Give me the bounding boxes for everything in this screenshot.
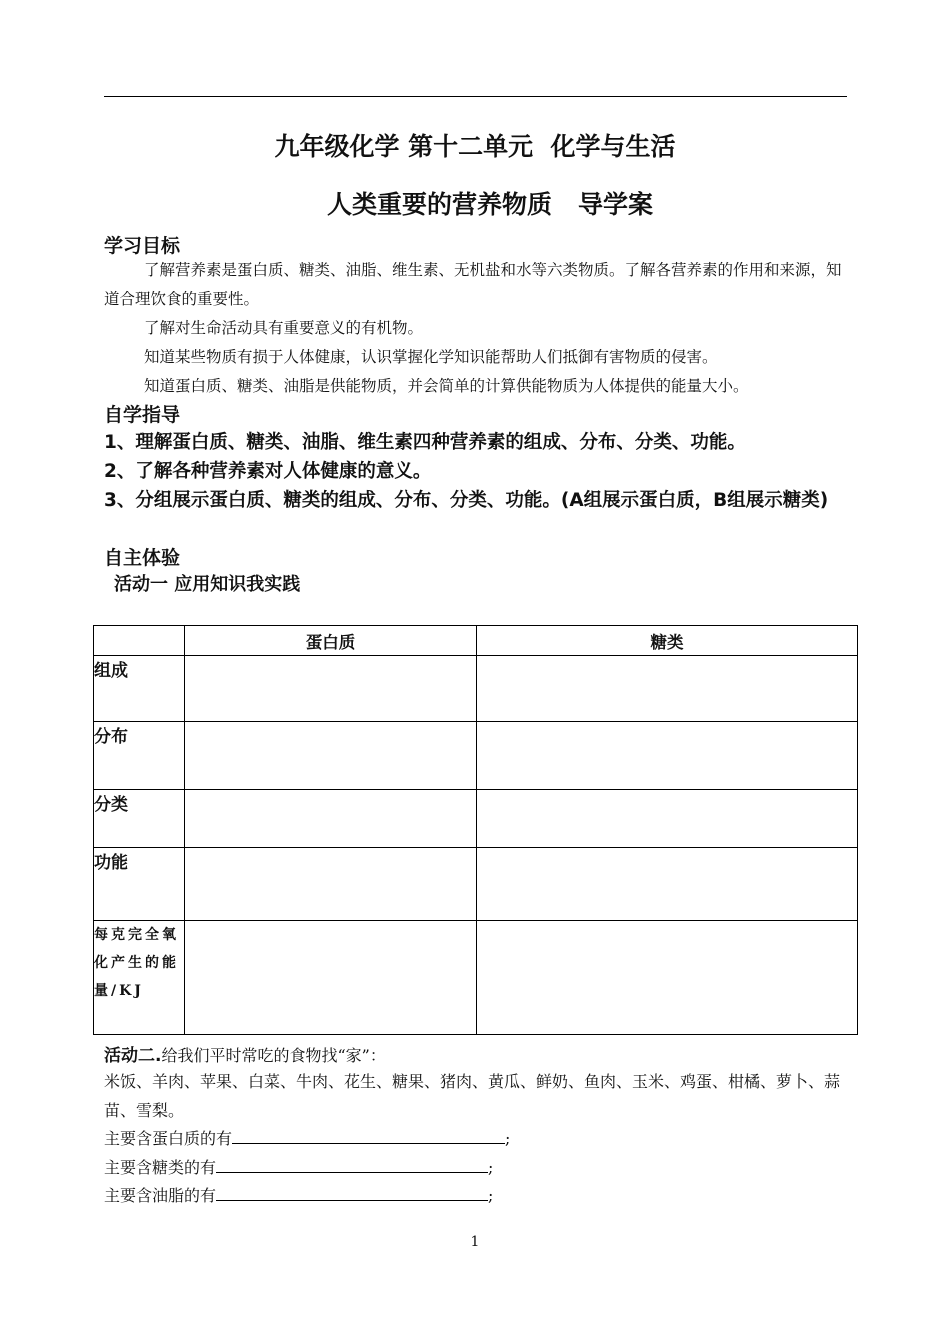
blank-protein[interactable]	[232, 1126, 505, 1144]
fill-end-protein: ;	[505, 1129, 511, 1148]
fill-label-sugar: 主要含糖类的有	[104, 1158, 217, 1177]
fill-line-protein	[104, 1126, 510, 1149]
activity-2-text: 给我们平时常吃的食物找“家”：	[161, 1046, 386, 1065]
table-header-sugar: 糖类	[477, 626, 858, 656]
row-label-classification: 分类	[94, 790, 185, 848]
activity-1-title: 活动一 应用知识我实践	[114, 574, 301, 595]
table-row	[94, 848, 858, 921]
row-label-composition: 组成	[94, 656, 185, 722]
goal-paragraph-1: 了解营养素是蛋白质、糖类、油脂、维生素、无机盐和水等六类物质。了解各营养素的作用和来源，知道合理饮食的重要性。	[104, 261, 842, 308]
fill-label-protein: 主要含蛋白质的有	[104, 1129, 233, 1148]
table-header-blank	[94, 626, 185, 656]
food-list: 米饭、羊肉、苹果、白菜、牛肉、花生、糖果、猪肉、黄瓜、鲜奶、鱼肉、玉米、鸡蛋、柑橘、萝卜、蒜苗、雪梨。	[104, 1072, 841, 1120]
cell-sugar-distribution[interactable]	[477, 722, 858, 790]
nutrient-table	[93, 625, 858, 1035]
activity-2-label: 活动二.	[104, 1046, 162, 1066]
cell-protein-energy[interactable]	[185, 921, 477, 1035]
table-row	[94, 722, 858, 790]
blank-fat[interactable]	[216, 1183, 488, 1201]
fill-label-fat: 主要含油脂的有	[104, 1186, 217, 1205]
title-line-2: 人类重要的营养物质 导学案	[326, 190, 654, 219]
guide-item-2: 2、了解各种营养素对人体健康的意义。	[104, 461, 432, 482]
fill-line-sugar	[104, 1155, 493, 1178]
goal-paragraph-2: 了解对生命活动具有重要意义的有机物。	[144, 319, 424, 337]
heading-self-experience: 自主体验	[104, 547, 181, 569]
cell-sugar-function[interactable]	[477, 848, 858, 921]
activity-2-line	[104, 1041, 386, 1066]
goal-paragraph-3: 知道某些物质有损于人体健康，认识掌握化学知识能帮助人们抵御有害物质的侵害。	[144, 348, 718, 366]
cell-protein-composition[interactable]	[185, 656, 477, 722]
table-row	[94, 921, 858, 1035]
cell-sugar-energy[interactable]	[477, 921, 858, 1035]
heading-learning-goals: 学习目标	[104, 235, 181, 257]
cell-protein-distribution[interactable]	[185, 722, 477, 790]
cell-protein-function[interactable]	[185, 848, 477, 921]
fill-end-sugar: ;	[488, 1158, 494, 1177]
table-row	[94, 790, 858, 848]
header-rule	[104, 96, 847, 97]
table-header-row	[94, 626, 858, 656]
blank-sugar[interactable]	[216, 1155, 488, 1173]
cell-sugar-classification[interactable]	[477, 790, 858, 848]
row-label-distribution: 分布	[94, 722, 185, 790]
cell-sugar-composition[interactable]	[477, 656, 858, 722]
guide-item-3: 3、分组展示蛋白质、糖类的组成、分布、分类、功能。(A组展示蛋白质，B组展示糖类)	[104, 490, 829, 511]
fill-end-fat: ;	[488, 1186, 494, 1205]
table-row	[94, 656, 858, 722]
goal-paragraph-4: 知道蛋白质、糖类、油脂是供能物质，并会简单的计算供能物质为人体提供的能量大小。	[144, 377, 749, 395]
heading-self-study: 自学指导	[104, 404, 181, 426]
page-number: 1	[470, 1234, 480, 1250]
row-label-function: 功能	[94, 848, 185, 921]
row-label-energy: 每克完全氧化产生的能量/KJ	[94, 921, 185, 1035]
cell-protein-classification[interactable]	[185, 790, 477, 848]
fill-line-fat	[104, 1183, 493, 1206]
guide-item-1: 1、理解蛋白质、糖类、油脂、维生素四种营养素的组成、分布、分类、功能。	[104, 432, 746, 453]
table-header-protein: 蛋白质	[185, 626, 477, 656]
title-line-1: 九年级化学 第十二单元 化学与生活	[274, 132, 676, 161]
